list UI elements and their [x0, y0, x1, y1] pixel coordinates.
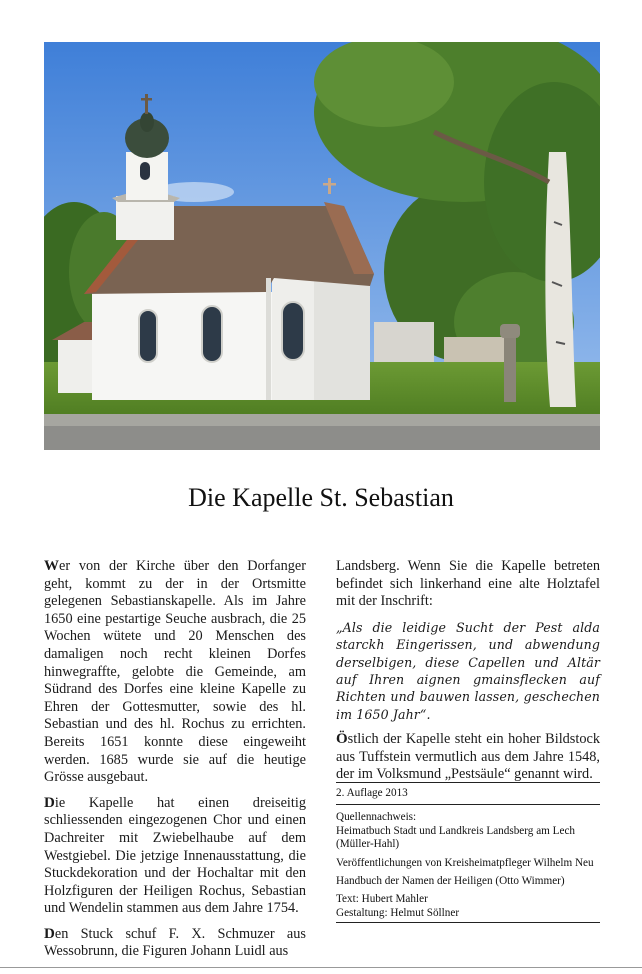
paragraph-architecture: Die Kapelle hat einen dreiseitig schliessenden eingezogenen Chor und einen Dachreiter mit Zwiebelhaube auf dem Westgiebel. Die jetzige Innenausstattung, die Stuckdekoration und der Hochaltar mit den Holzfiguren der Heiligen Rochus, Sebastian und Wendelin stammen aus dem Jahre 1754.	[44, 794, 306, 917]
source-publications: Veröffentlichungen von Kreisheimatpfleger Wilhelm Neu	[336, 856, 594, 869]
text-credit: Text: Hubert Mahler	[336, 893, 428, 906]
sources-label: Quellennachweis:	[336, 811, 417, 824]
chapel-photo	[44, 42, 600, 450]
page-bottom-line	[0, 967, 642, 968]
inscription-text: „Als die leidige Sucht der Pest alda starckh Eingerissen, und abwendung derselbigen, diese Capellen und Altär auf Ihren aignen gmainsflecken auf Richten und bauwen lassen, geschechen im 1650 Jahr“.	[336, 619, 600, 722]
colophon	[336, 782, 600, 923]
paragraph-history: Wer von der Kirche über den Dorfanger geht, kommt zu der in der Ortsmitte gelegenen Sebastianskapelle. Als im Jahre 1650 eine pestartige Seuche ausbrach, die 25 Wochen wütete und 20 Menschen des damaligen noch recht kleinen Dorfes hinwegraffte, gelobte die Gemeinde, am Südrand des Dorfes eine kleine Kapelle zu Ehren der Gottesmutter, sowie des hl. Sebastian und des hl. Rochus zu errichten. Bereits 1651 konnte diese eingeweiht werden. 1685 wurde sie auf die heutige Grösse ausgebaut.	[44, 558, 306, 786]
paragraph-stucco: Den Stuck schuf F. X. Schmuzer aus Wessobrunn, die Figuren Johann Luidl aus	[44, 925, 306, 960]
paragraph-column: Östlich der Kapelle steht ein hoher Bildstock aus Tuffstein vermutlich aus dem Jahre 1548, der im Volksmund „Pestsäule“ genannt wird.	[336, 731, 600, 783]
left-text-column	[44, 558, 306, 969]
page-title: Die Kapelle St. Sebastian	[188, 483, 454, 512]
source-heimatbuch: Heimatbuch Stadt und Landkreis Landsberg am Lech (Müller-Hahl)	[336, 824, 576, 851]
edition-note: 2. Auflage 2013	[336, 787, 408, 799]
bottom-divider	[336, 922, 600, 923]
design-credit: Gestaltung: Helmut Söllner	[336, 906, 460, 919]
right-text-column	[336, 558, 600, 792]
paragraph-entrance: Landsberg. Wenn Sie die Kapelle betreten befindet sich linkerhand eine alte Holztafel mit der Inschrift:	[336, 558, 600, 610]
source-handbuch: Handbuch der Namen der Heiligen (Otto Wimmer)	[336, 875, 565, 888]
